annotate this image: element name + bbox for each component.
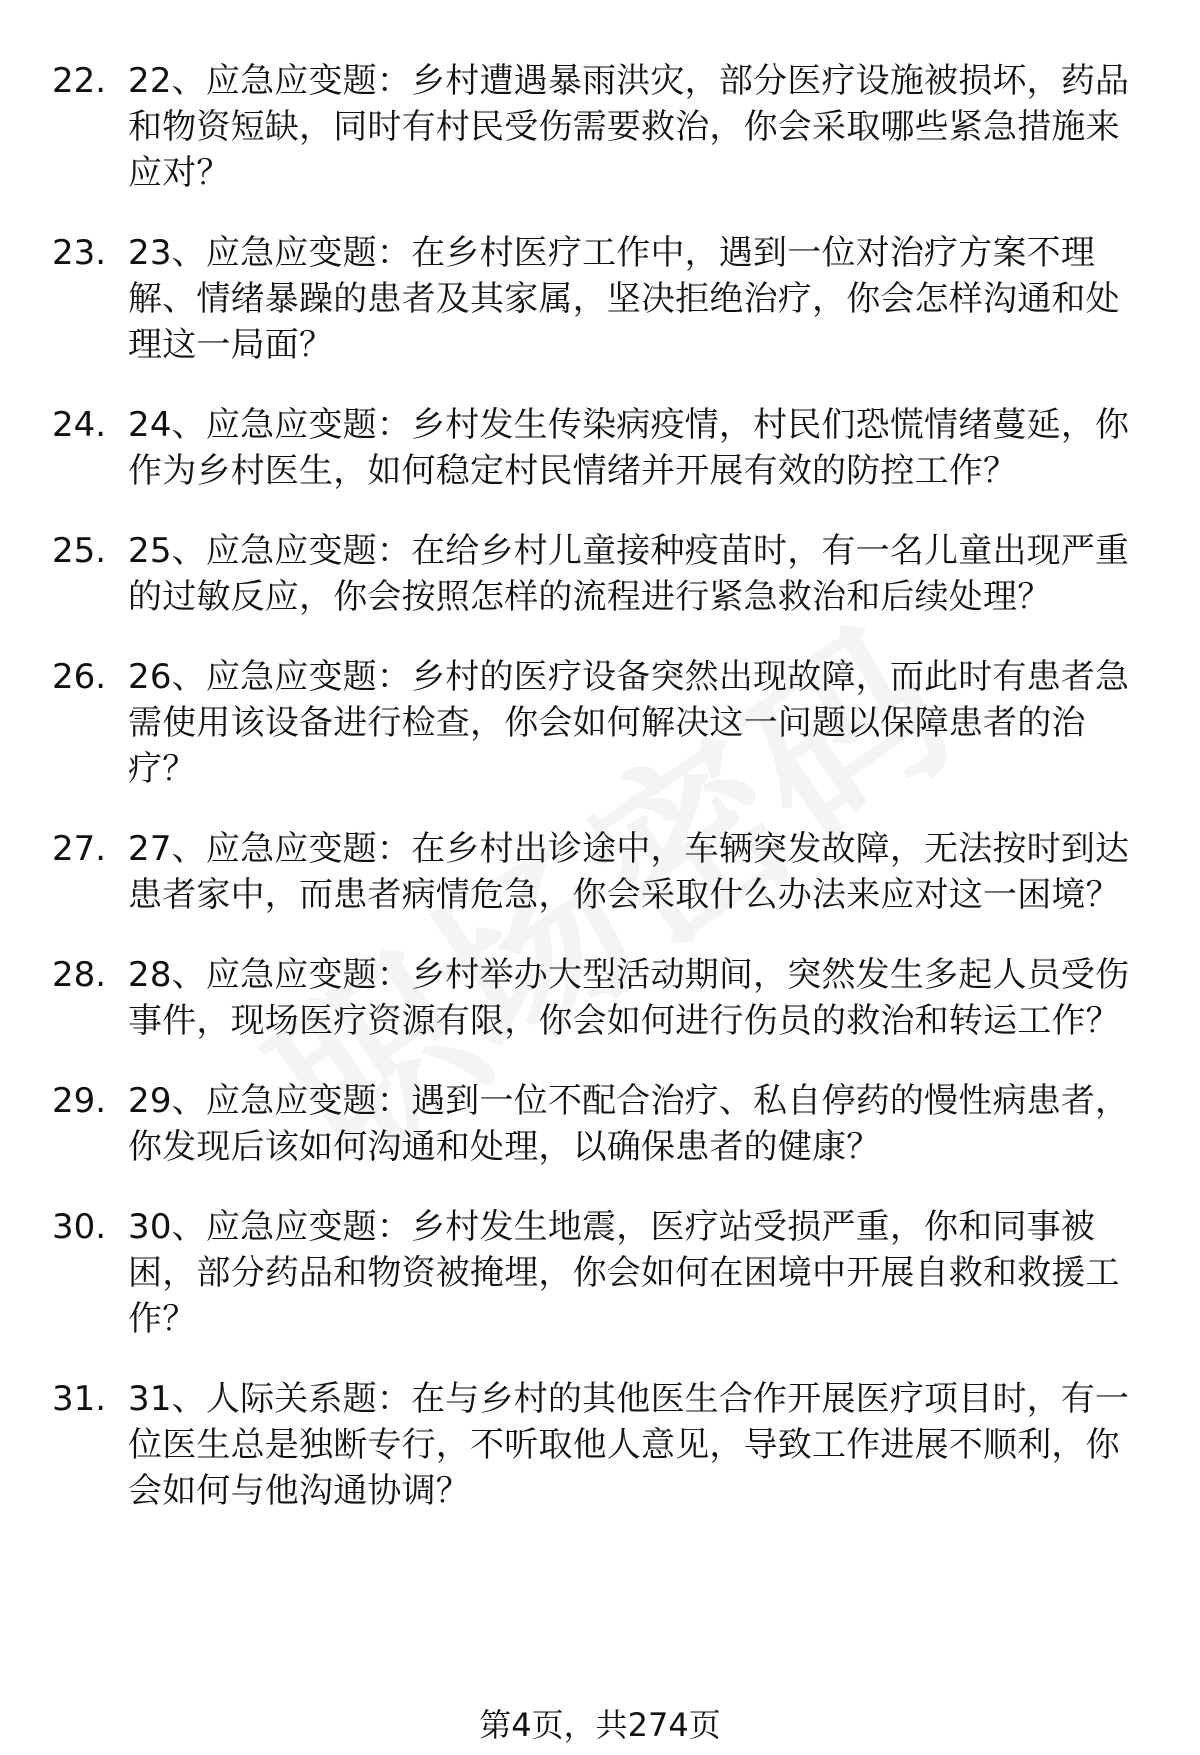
list-item-text: 27、应急应变题：在乡村出诊途中，车辆突发故障，无法按时到达患者家中，而患者病情危急，你会采取什么办法来应对这一困境？ <box>128 829 1130 915</box>
list-item-text: 29、应急应变题：遇到一位不配合治疗、私自停药的慢性病患者，你发现后该如何沟通和处理，以确保患者的健康？ <box>128 1081 1130 1167</box>
list-item-text: 25、应急应变题：在给乡村儿童接种疫苗时，有一名儿童出现严重的过敏反应，你会按照怎样的流程进行紧急救治和后续处理？ <box>128 531 1130 617</box>
question-list <box>0 58 1200 1548</box>
list-item-number: 25. <box>52 531 107 571</box>
list-item <box>0 826 1200 918</box>
list-item-text: 26、应急应变题：乡村的医疗设备突然出现故障，而此时有患者急需使用该设备进行检查，你会如何解决这一问题以保障患者的治疗？ <box>128 657 1130 789</box>
list-item-text: 23、应急应变题：在乡村医疗工作中，遇到一位对治疗方案不理解、情绪暴躁的患者及其家属，坚决拒绝治疗，你会怎样沟通和处理这一局面？ <box>128 233 1120 365</box>
list-item <box>0 402 1200 494</box>
list-item-number: 30. <box>52 1207 107 1247</box>
list-item-number: 23. <box>52 233 107 273</box>
list-item-text: 24、应急应变题：乡村发生传染病疫情，村民们恐慌情绪蔓延，你作为乡村医生，如何稳定村民情绪并开展有效的防控工作？ <box>128 405 1130 491</box>
list-item-number: 27. <box>52 829 107 869</box>
list-item-text: 22、应急应变题：乡村遭遇暴雨洪灾，部分医疗设施被损坏，药品和物资短缺，同时有村民受伤需要救治，你会采取哪些紧急措施来应对？ <box>128 61 1130 193</box>
list-item <box>0 1376 1200 1514</box>
list-item <box>0 1204 1200 1342</box>
list-item-number: 31. <box>52 1379 107 1419</box>
list-item-number: 28. <box>52 955 107 995</box>
list-item-text: 30、应急应变题：乡村发生地震，医疗站受损严重，你和同事被困，部分药品和物资被掩埋，你会如何在困境中开展自救和救援工作？ <box>128 1207 1120 1339</box>
list-item <box>0 230 1200 368</box>
list-item-text: 28、应急应变题：乡村举办大型活动期间，突然发生多起人员受伤事件，现场医疗资源有限，你会如何进行伤员的救治和转运工作？ <box>128 955 1130 1041</box>
list-item <box>0 528 1200 620</box>
list-item <box>0 1078 1200 1170</box>
page-footer: 第4页，共274页 <box>479 1706 721 1744</box>
list-item <box>0 654 1200 792</box>
list-item-text: 31、人际关系题：在与乡村的其他医生合作开展医疗项目时，有一位医生总是独断专行，不听取他人意见，导致工作进展不顺利，你会如何与他沟通协调？ <box>128 1379 1130 1511</box>
list-item-number: 26. <box>52 657 107 697</box>
list-item <box>0 952 1200 1044</box>
list-item-number: 29. <box>52 1081 107 1121</box>
list-item <box>0 58 1200 196</box>
list-item-number: 22. <box>52 61 107 101</box>
list-item-number: 24. <box>52 405 107 445</box>
